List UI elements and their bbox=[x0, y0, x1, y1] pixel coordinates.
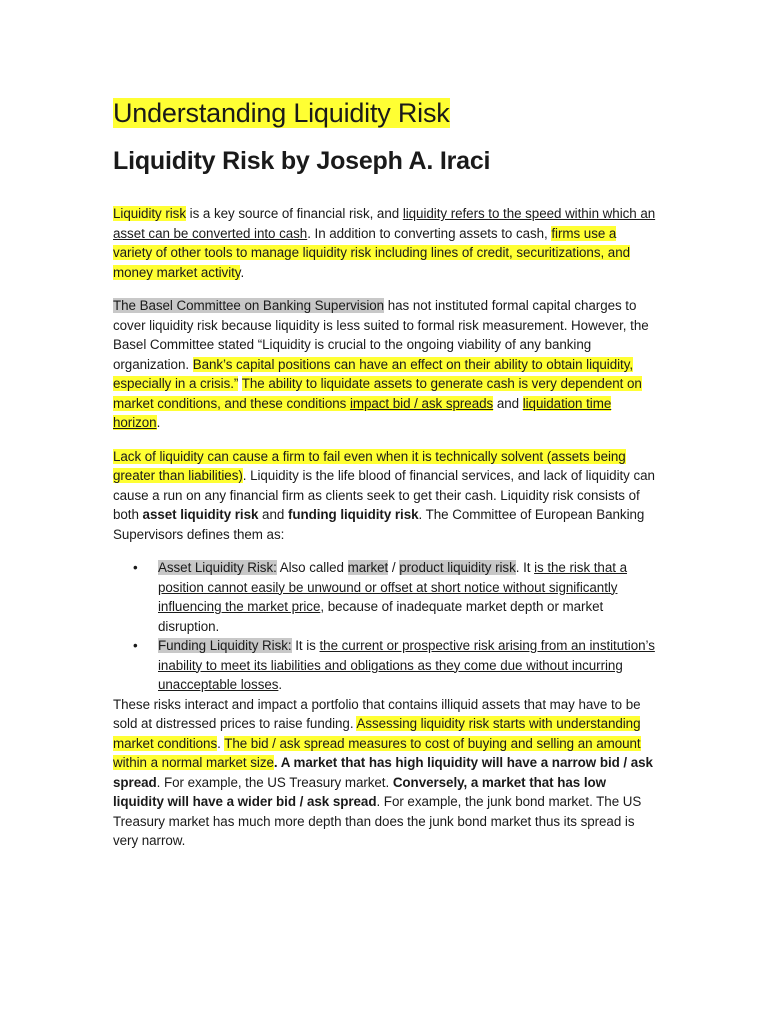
gray-highlight-basel: The Basel Committee on Banking Supervision bbox=[113, 298, 385, 313]
underline-asset-risk-definition: is the risk that a position cannot easily be unwound or offset at short notice without significantly influencing the market price bbox=[158, 560, 627, 614]
bullet-list bbox=[113, 558, 658, 695]
text-span: . For example, the US Treasury market. bbox=[156, 774, 393, 790]
underline-funding-risk-definition: the current or prospective risk arising from an institution’s inability to meet its liabilities and obligations as they come due without incurring unacceptable losses bbox=[158, 638, 655, 692]
highlight-assessing-liquidity-risk: Assessing liquidity risk starts with understanding market conditions bbox=[113, 716, 641, 751]
bold-low-liquidity: Conversely, a market that has low liquidity will have a wider bid / ask spread bbox=[113, 774, 606, 809]
document-page bbox=[113, 94, 658, 851]
bullet-marker: • bbox=[133, 560, 138, 575]
underline-liquidity-definition: liquidity refers to the speed within which an asset can be converted into cash bbox=[113, 206, 656, 241]
text-span: Also called bbox=[276, 560, 348, 575]
highlight-lack-of-liquidity: Lack of liquidity can cause a firm to fail even when it is technically solvent (assets being greater than liabilities) bbox=[113, 448, 626, 483]
gray-highlight-funding-liquidity-risk: Funding Liquidity Risk: bbox=[158, 638, 292, 653]
paragraph-liquidity-intro bbox=[113, 204, 658, 282]
paragraph-lack-of-liquidity bbox=[113, 447, 658, 545]
highlight-bid-ask-spread-measures: The bid / ask spread measures to cost of buying and selling an amount within a normal market size bbox=[113, 735, 641, 770]
highlight-liquidity-tools: firms use a variety of other tools to manage liquidity risk including lines of credit, securitizations, and money market activity bbox=[113, 225, 631, 280]
highlight-bid-ask-spreads: impact bid / ask spreads bbox=[349, 395, 494, 411]
bold-funding-liquidity-risk: funding liquidity risk bbox=[287, 507, 419, 522]
bullet-marker: • bbox=[133, 638, 138, 653]
text-span: . bbox=[217, 735, 225, 751]
bold-asset-liquidity-risk: asset liquidity risk bbox=[142, 507, 259, 522]
text-span: . It bbox=[515, 560, 535, 575]
text-span: has not instituted formal capital charges to cover liquidity risk because liquidity is less suited to formal risk measurement. However, the Basel Committee stated “Liquidity is crucial to the ongoing viability of any banking organization. bbox=[113, 298, 649, 372]
text-span: and bbox=[493, 395, 523, 411]
text-span: . In addition to converting assets to cash, bbox=[307, 225, 552, 241]
document-title bbox=[113, 94, 658, 132]
text-span: / bbox=[388, 560, 400, 575]
highlight-ability-to-liquidate: The ability to liquidate assets to generate cash is very dependent on market conditions, and these conditions bbox=[113, 376, 642, 411]
gray-highlight-product-liquidity-risk: product liquidity risk bbox=[399, 560, 516, 575]
gray-highlight-market: market bbox=[347, 560, 389, 575]
text-span: , because of inadequate market depth or market disruption. bbox=[158, 599, 604, 634]
title-highlight: Understanding Liquidity Risk bbox=[113, 98, 450, 128]
list-item bbox=[113, 636, 658, 695]
text-span: . bbox=[240, 264, 245, 280]
text-span: It is bbox=[291, 638, 320, 653]
highlight-capital-positions: Bank’s capital positions can have an effect on their ability to obtain liquidity, especially in a crisis.” bbox=[113, 356, 634, 391]
highlight-liquidity-risk: Liquidity risk bbox=[113, 206, 186, 221]
gray-highlight-asset-liquidity-risk: Asset Liquidity Risk: bbox=[158, 560, 277, 575]
bold-high-liquidity: . A market that has high liquidity will have a narrow bid / ask spread bbox=[113, 755, 653, 790]
document-subtitle: Liquidity Risk by Joseph A. Iraci bbox=[113, 147, 491, 175]
text-span: . For example, the junk bond market. The US Treasury market has much more depth than does the junk bond market thus its spread is very narrow. bbox=[113, 794, 642, 848]
text-span: These risks interact and impact a portfolio that contains illiquid assets that may have to be sold at distressed prices to raise funding. bbox=[113, 696, 641, 731]
text-span: and bbox=[258, 507, 288, 522]
paragraph-risks-interact bbox=[113, 695, 658, 851]
list-item bbox=[113, 558, 658, 636]
highlight-liquidation-time-horizon: liquidation time horizon bbox=[113, 395, 612, 430]
text-span: . bbox=[278, 677, 283, 692]
paragraph-basel-committee bbox=[113, 296, 658, 433]
text-span: . The Committee of European Banking Supervisors defines them as: bbox=[113, 507, 645, 542]
text-span: is a key source of financial risk, and bbox=[185, 206, 403, 221]
text-span: . bbox=[156, 415, 161, 430]
text-span: . Liquidity is the life blood of financial services, and lack of liquidity can cause a run on any financial firm as clients seek to get their cash. Liquidity risk consists of both bbox=[113, 468, 655, 522]
